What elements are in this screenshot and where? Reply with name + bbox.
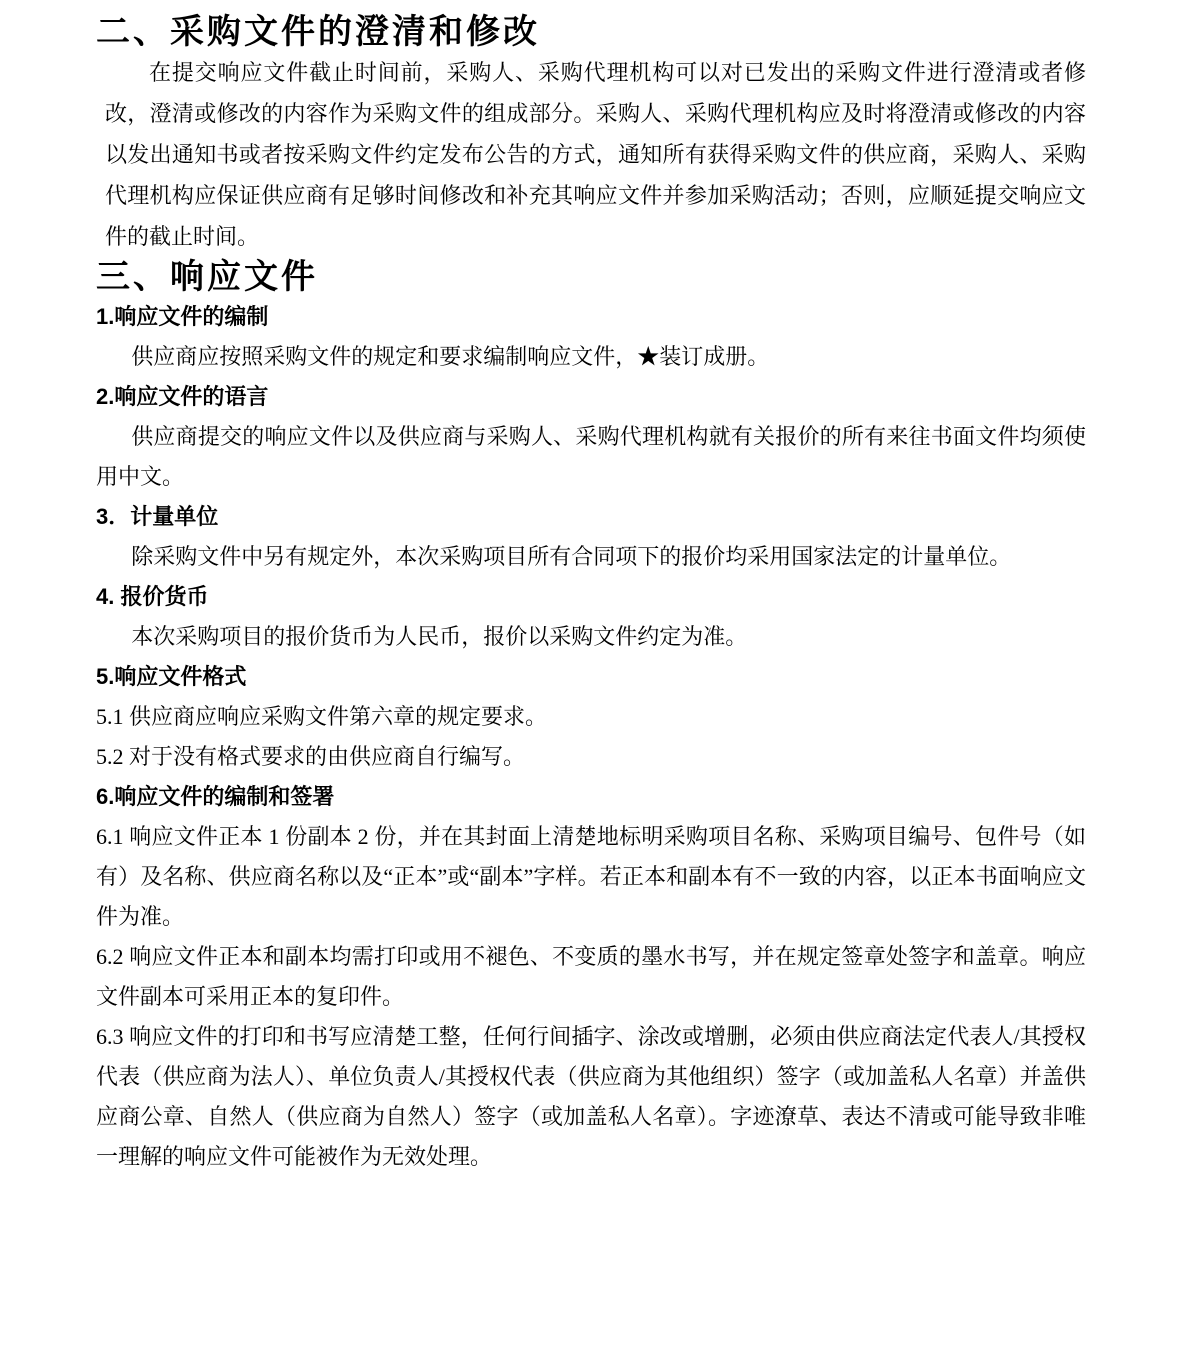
item-3-body: 除采购文件中另有规定外，本次采购项目所有合同项下的报价均采用国家法定的计量单位。 — [131, 544, 1012, 569]
item-2-body: 供应商提交的响应文件以及供应商与采购人、采购代理机构就有关报价的所有来往书面文件均须使用中文。 — [96, 424, 1086, 489]
item-6-clause-1: 6.1 响应文件正本 1 份副本 2 份，并在其封面上清楚地标明采购项目名称、采购项目编号、包件号（如有）及名称、供应商名称以及“正本”或“副本”字样。若正本和副本有不一致的内容，以正本书面响应文件为准。 — [96, 824, 1086, 929]
section-3-items — [96, 297, 1086, 1177]
item-4-heading: 4. 报价货币 — [96, 584, 209, 609]
item-1-body: 供应商应按照采购文件的规定和要求编制响应文件，★装订成册。 — [131, 344, 770, 369]
item-3-heading: 3．计量单位 — [96, 504, 219, 529]
item-1-heading: 1.响应文件的编制 — [96, 304, 269, 329]
item-5-clause-2: 5.2 对于没有格式要求的由供应商自行编写。 — [96, 744, 526, 769]
item-5-clause-1: 5.1 供应商应响应采购文件第六章的规定要求。 — [96, 704, 548, 729]
item-6-heading: 6.响应文件的编制和签署 — [96, 784, 335, 809]
section-2-paragraph: 在提交响应文件截止时间前，采购人、采购代理机构可以对已发出的采购文件进行澄清或者修改，澄清或修改的内容作为采购文件的组成部分。采购人、采购代理机构应及时将澄清或修改的内容以发出通知书或者按采购文件约定发布公告的方式，通知所有获得采购文件的供应商，采购人、采购代理机构应保证供应商有足够时间修改和补充其响应文件并参加采购活动；否则，应顺延提交响应文件的截止时间。 — [105, 60, 1086, 249]
item-5-heading: 5.响应文件格式 — [96, 664, 247, 689]
item-6-clause-3: 6.3 响应文件的打印和书写应清楚工整，任何行间插字、涂改或增删，必须由供应商法定代表人/其授权代表（供应商为法人）、单位负责人/其授权代表（供应商为其他组织）签字（或加盖私人名章）并盖供应商公章、自然人（供应商为自然人）签字（或加盖私人名章）。字迹潦草、表达不清或可能导致非唯一理解的响应文件可能被作为无效处理。 — [96, 1024, 1086, 1169]
item-2-heading: 2.响应文件的语言 — [96, 384, 269, 409]
section-3-title: 三、响应文件 — [96, 258, 318, 296]
section-2-title: 二、采购文件的澄清和修改 — [96, 13, 540, 51]
item-6-clause-2: 6.2 响应文件正本和副本均需打印或用不褪色、不变质的墨水书写，并在规定签章处签字和盖章。响应文件副本可采用正本的复印件。 — [96, 944, 1086, 1009]
item-4-body: 本次采购项目的报价货币为人民币，报价以采购文件约定为准。 — [131, 624, 748, 649]
